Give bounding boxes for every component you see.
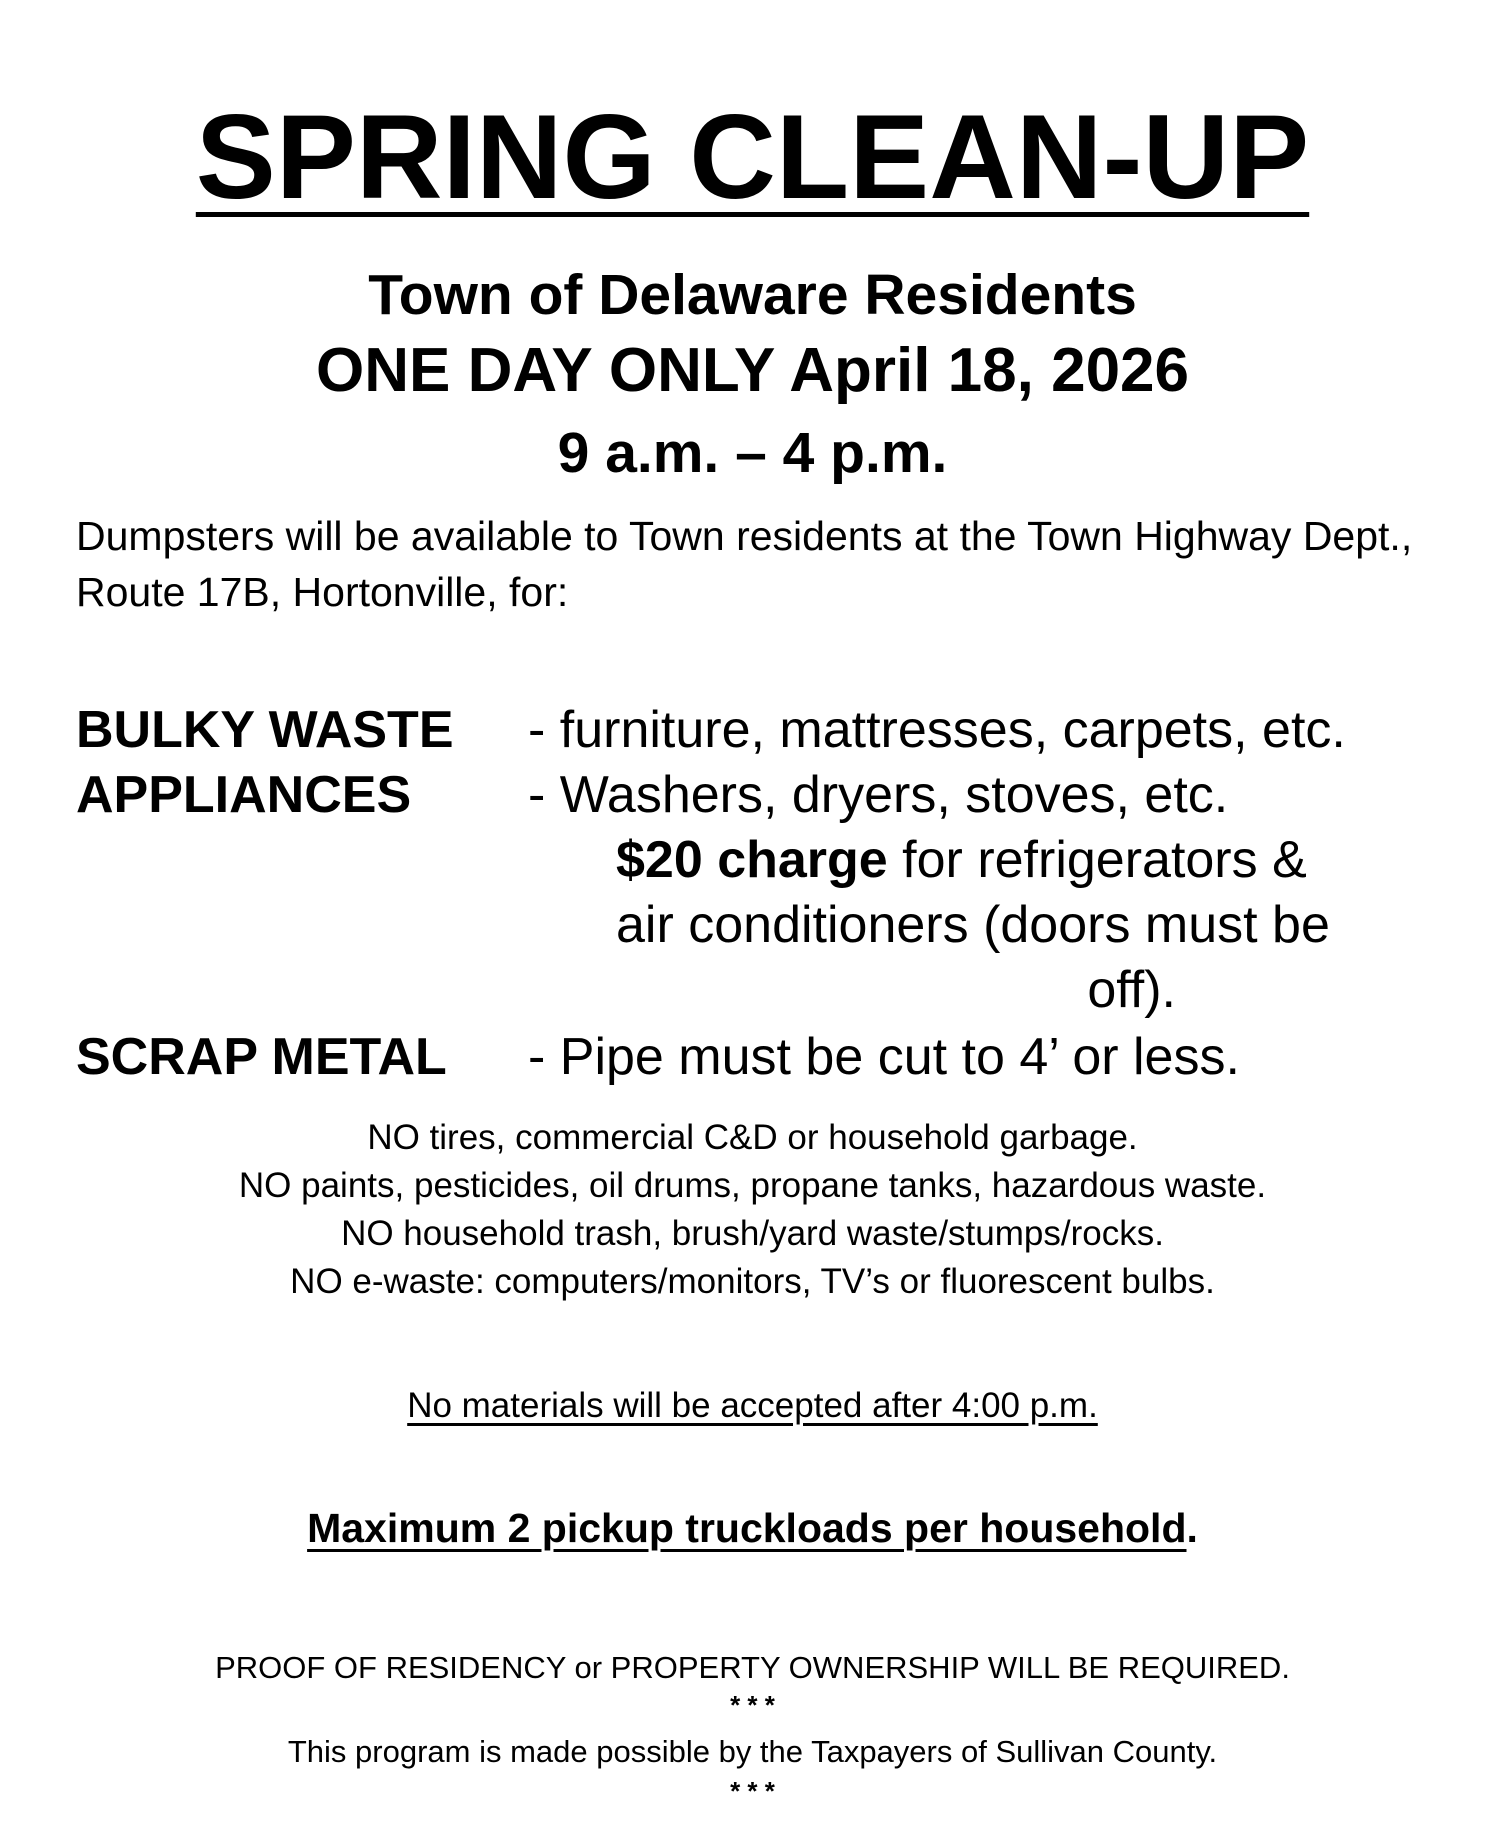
item-label-scrap-metal: SCRAP METAL [76, 1028, 447, 1086]
charge-note-rest: for refrigerators & [887, 831, 1307, 889]
proof-requirement: PROOF OF RESIDENCY or PROPERTY OWNERSHIP WILL BE REQUIRED. [215, 1650, 1290, 1685]
separator-stars-bottom: * * * [730, 1776, 775, 1806]
restriction-item: NO e-waste: computers/monitors, TV’s or fluorescent bulbs. [290, 1262, 1215, 1301]
restriction-item: NO household trash, brush/yard waste/stumps/rocks. [341, 1214, 1164, 1253]
maximum-notice [0, 1500, 1505, 1556]
item-label-appliances: APPLIANCES [76, 766, 412, 824]
charge-note-line2: air conditioners (doors must be [616, 896, 1330, 954]
item-desc-bulky-waste: - furniture, mattresses, carpets, etc. [528, 701, 1346, 759]
item-desc-scrap-metal: - Pipe must be cut to 4’ or less. [528, 1028, 1240, 1086]
subtitle-date: ONE DAY ONLY April 18, 2026 [315, 336, 1190, 405]
restriction-item: NO paints, pesticides, oil drums, propane tanks, hazardous waste. [238, 1166, 1267, 1205]
restriction-item: NO tires, commercial C&D or household garbage. [367, 1118, 1138, 1157]
charge-note-line1 [616, 828, 1391, 893]
restrictions-list [0, 1114, 1505, 1306]
maximum-suffix: . [1186, 1505, 1198, 1551]
subtitle-residents: Town of Delaware Residents [368, 263, 1137, 327]
intro-paragraph: Dumpsters will be available to Town residents at the Town Highway Dept., Route 17B, Hortonville, for: [76, 513, 1413, 615]
flyer-title [0, 92, 1505, 222]
charge-amount: $20 charge [616, 831, 888, 889]
flyer-title-text: SPRING CLEAN-UP [195, 90, 1310, 224]
separator-stars: * * * [730, 1690, 775, 1720]
deadline-notice [0, 1382, 1505, 1430]
subtitle-hours: 9 a.m. – 4 p.m. [557, 421, 948, 485]
item-label-bulky-waste: BULKY WASTE [76, 701, 454, 759]
charge-note-line3: off). [1087, 961, 1176, 1019]
deadline-text: No materials will be accepted after 4:00 p.m. [407, 1386, 1098, 1425]
maximum-text: Maximum 2 pickup truckloads per household [307, 1505, 1187, 1551]
appliance-charge-note [616, 828, 1391, 1023]
sponsor-note: This program is made possible by the Taxpayers of Sullivan County. [287, 1734, 1218, 1769]
item-desc-appliances: - Washers, dryers, stoves, etc. [528, 766, 1229, 824]
